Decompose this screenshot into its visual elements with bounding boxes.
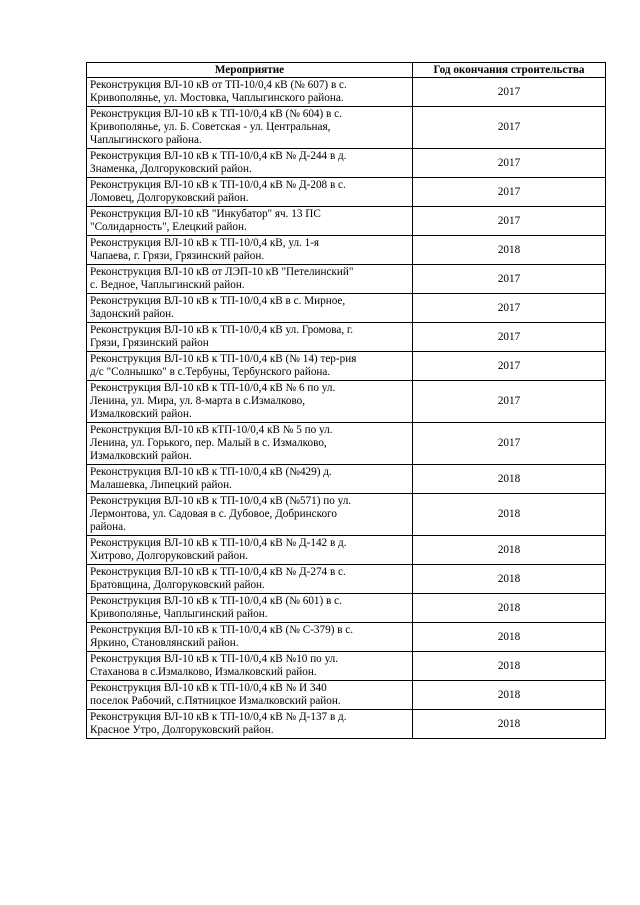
event-text-line: Задонский район.: [90, 308, 174, 320]
table-row: [87, 594, 606, 623]
table-row: [87, 207, 606, 236]
event-text-line: Реконструкция ВЛ-10 кВ от ЛЭП-10 кВ "Петелинский": [90, 266, 354, 278]
event-text-line: Реконструкция ВЛ-10 кВ к ТП-10/0,4 кВ № Д-244 в д.: [90, 150, 347, 162]
event-cell: [87, 652, 413, 681]
event-text-line: Реконструкция ВЛ-10 кВ к ТП-10/0,4 кВ (№ 14) тер-рия: [90, 353, 357, 365]
event-text-line: Измалковский район.: [90, 450, 192, 462]
event-text-line: Реконструкция ВЛ-10 кВ к ТП-10/0,4 кВ № И 340: [90, 682, 327, 694]
event-cell: [87, 594, 413, 623]
event-text-line: Реконструкция ВЛ-10 кВ от ТП-10/0,4 кВ (№ 607) в с.: [90, 79, 347, 91]
event-text-line: Реконструкция ВЛ-10 кВ к ТП-10/0,4 кВ № Д-208 в с.: [90, 179, 346, 191]
year-cell: 2018: [413, 236, 606, 265]
event-cell: [87, 107, 413, 149]
event-cell: [87, 236, 413, 265]
year-cell: 2017: [413, 352, 606, 381]
table-row: [87, 381, 606, 423]
event-text-line: Реконструкция ВЛ-10 кВ к ТП-10/0,4 кВ № 6 по ул.: [90, 382, 336, 394]
event-text-line: Грязи, Грязинский район: [90, 337, 209, 349]
table-row: [87, 294, 606, 323]
event-cell: [87, 710, 413, 739]
event-text-line: Реконструкция ВЛ-10 кВ к ТП-10/0,4 кВ № Д-137 в д.: [90, 711, 347, 723]
table-row: [87, 265, 606, 294]
table-row: [87, 652, 606, 681]
event-text-line: Ломовец, Долгоруковский район.: [90, 192, 249, 204]
year-cell: 2017: [413, 265, 606, 294]
event-text-line: Реконструкция ВЛ-10 кВ "Инкубатор" яч. 13 ПС: [90, 208, 321, 220]
event-cell: [87, 423, 413, 465]
event-cell: [87, 78, 413, 107]
event-cell: [87, 494, 413, 536]
event-cell: [87, 207, 413, 236]
event-text-line: поселок Рабочий, с.Пятницкое Измалковский район.: [90, 695, 341, 707]
year-cell: 2017: [413, 78, 606, 107]
construction-table: [86, 62, 606, 739]
event-text-line: Братовщина, Долгоруковский район.: [90, 579, 265, 591]
event-cell: [87, 681, 413, 710]
year-cell: 2017: [413, 323, 606, 352]
event-text-line: с. Ведное, Чаплыгинский район.: [90, 279, 245, 291]
event-cell: [87, 381, 413, 423]
table-row: [87, 352, 606, 381]
event-text-line: Малашевка, Липецкий район.: [90, 479, 232, 491]
event-text-line: Реконструкция ВЛ-10 кВ к ТП-10/0,4 кВ (№571) по ул.: [90, 495, 352, 507]
year-cell: 2017: [413, 149, 606, 178]
table-row: [87, 78, 606, 107]
event-cell: [87, 352, 413, 381]
header-event: Мероприятие: [87, 63, 413, 78]
event-text-line: Реконструкция ВЛ-10 кВ к ТП-10/0,4 кВ (№ 604) в с.: [90, 108, 342, 120]
event-text-line: района.: [90, 521, 126, 533]
table-row: [87, 494, 606, 536]
table-row: [87, 236, 606, 265]
event-cell: [87, 623, 413, 652]
event-text-line: Лермонтова, ул. Садовая в с. Дубовое, Добринского: [90, 508, 337, 520]
table-header-row: [87, 63, 606, 78]
event-text-line: "Солидарность", Елецкий район.: [90, 221, 247, 233]
event-text-line: Чаплыгинского района.: [90, 134, 202, 146]
event-text-line: Красное Утро, Долгоруковский район.: [90, 724, 274, 736]
event-text-line: Кривополянье, Чаплыгинский район.: [90, 608, 268, 620]
year-cell: 2018: [413, 594, 606, 623]
event-cell: [87, 178, 413, 207]
event-text-line: Яркино, Становлянский район.: [90, 637, 239, 649]
event-text-line: Реконструкция ВЛ-10 кВ к ТП-10/0,4 кВ, ул. 1-я: [90, 237, 320, 249]
table-row: [87, 565, 606, 594]
year-cell: 2017: [413, 381, 606, 423]
event-text-line: Хитрово, Долгоруковский район.: [90, 550, 249, 562]
year-cell: 2018: [413, 536, 606, 565]
table-row: [87, 178, 606, 207]
table-row: [87, 536, 606, 565]
event-text-line: Реконструкция ВЛ-10 кВ к ТП-10/0,4 кВ (№ 601) в с.: [90, 595, 342, 607]
event-text-line: Реконструкция ВЛ-10 кВ к ТП-10/0,4 кВ (№ С-379) в с.: [90, 624, 354, 636]
year-cell: 2017: [413, 107, 606, 149]
event-text-line: Знаменка, Долгоруковский район.: [90, 163, 252, 175]
year-cell: 2018: [413, 710, 606, 739]
table-row: [87, 710, 606, 739]
year-cell: 2018: [413, 681, 606, 710]
year-cell: 2018: [413, 623, 606, 652]
table-row: [87, 623, 606, 652]
event-cell: [87, 465, 413, 494]
year-cell: 2018: [413, 565, 606, 594]
table-row: [87, 465, 606, 494]
event-text-line: Реконструкция ВЛ-10 кВ к ТП-10/0,4 кВ в с. Мирное,: [90, 295, 346, 307]
event-cell: [87, 265, 413, 294]
table-body: [87, 78, 606, 739]
table-row: [87, 423, 606, 465]
event-text-line: Ленина, ул. Горького, пер. Малый в с. Измалково,: [90, 437, 327, 449]
event-cell: [87, 323, 413, 352]
event-text-line: Ленина, ул. Мира, ул. 8-марта в с.Измалково,: [90, 395, 306, 407]
event-text-line: Реконструкция ВЛ-10 кВ к ТП-10/0,4 кВ (№429) д.: [90, 466, 332, 478]
year-cell: 2017: [413, 423, 606, 465]
event-text-line: Реконструкция ВЛ-10 кВ кТП-10/0,4 кВ № 5 по ул.: [90, 424, 333, 436]
table-row: [87, 323, 606, 352]
event-text-line: Реконструкция ВЛ-10 кВ к ТП-10/0,4 кВ №10 по ул.: [90, 653, 339, 665]
event-cell: [87, 149, 413, 178]
table-row: [87, 107, 606, 149]
year-cell: 2018: [413, 494, 606, 536]
year-cell: 2018: [413, 652, 606, 681]
event-text-line: Измалковский район.: [90, 408, 192, 420]
event-text-line: Кривополянье, ул. Б. Советская - ул. Центральная,: [90, 121, 331, 133]
table-row: [87, 149, 606, 178]
event-text-line: Чапаева, г. Грязи, Грязинский район.: [90, 250, 265, 262]
event-text-line: Реконструкция ВЛ-10 кВ к ТП-10/0,4 кВ № Д-274 в с.: [90, 566, 346, 578]
year-cell: 2017: [413, 207, 606, 236]
year-cell: 2018: [413, 465, 606, 494]
year-cell: 2017: [413, 294, 606, 323]
table-row: [87, 681, 606, 710]
event-text-line: Реконструкция ВЛ-10 кВ к ТП-10/0,4 кВ ул. Громова, г.: [90, 324, 354, 336]
header-year: Год окончания строительства: [413, 63, 606, 78]
event-cell: [87, 536, 413, 565]
year-cell: 2017: [413, 178, 606, 207]
event-cell: [87, 294, 413, 323]
event-text-line: Кривополянье, ул. Мостовка, Чаплыгинского района.: [90, 92, 344, 104]
event-text-line: Реконструкция ВЛ-10 кВ к ТП-10/0,4 кВ № Д-142 в д.: [90, 537, 347, 549]
event-text-line: Стаханова в с.Измалково, Измалковский район.: [90, 666, 317, 678]
event-text-line: д/с "Солнышко" в с.Тербуны, Тербунского района.: [90, 366, 331, 378]
event-cell: [87, 565, 413, 594]
